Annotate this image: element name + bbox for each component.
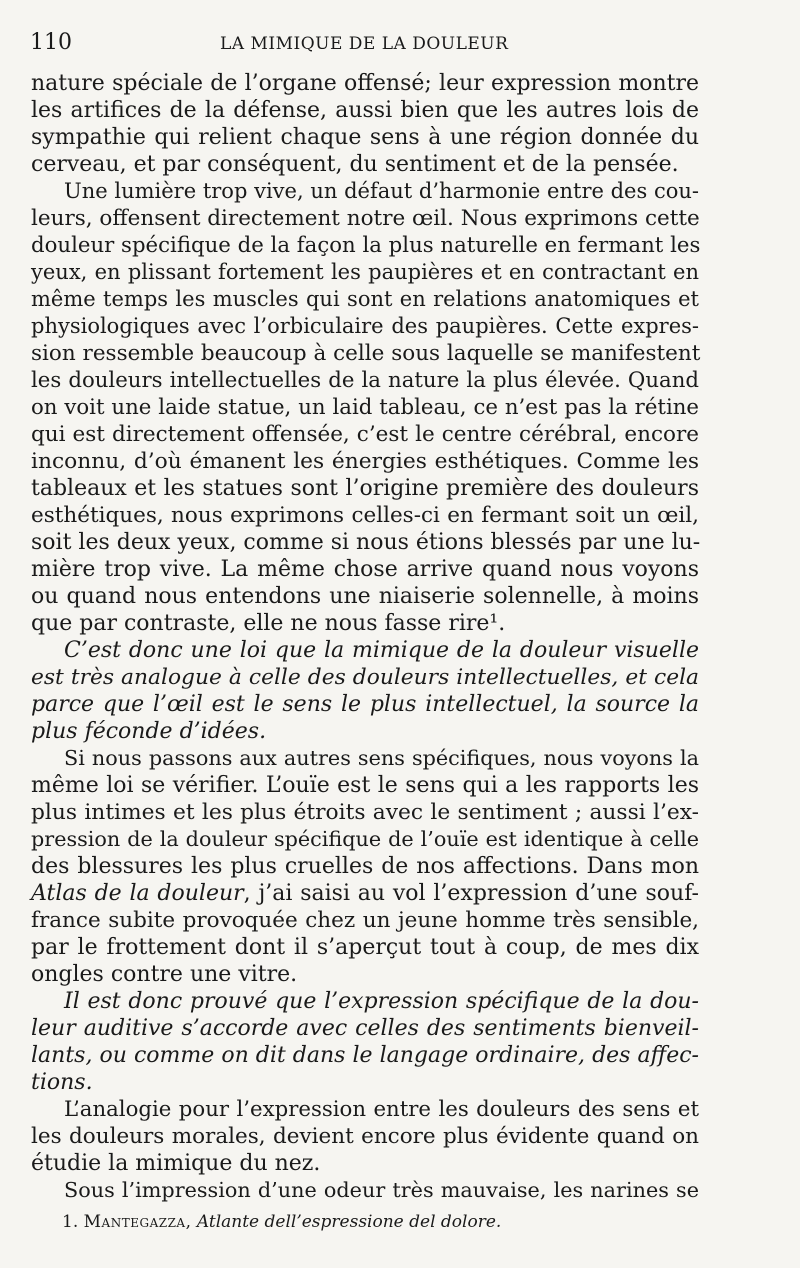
text-line: lants, ou comme on dit dans le langage ordinaire, des affec- [31,1043,699,1068]
text-line: plus intimes et les plus étroits avec le sentiment ; aussi l’ex- [31,800,699,825]
text-line: ou quand nous entendons une niaiserie solennelle, à moins [31,584,699,609]
text-line: que par contraste, elle ne nous fasse rire¹. [31,611,506,636]
body-text [31,70,699,1204]
text-line: C’est donc une loi que la mimique de la douleur visuelle [64,638,699,663]
text-line: des blessures les plus cruelles de nos affections. Dans mon [31,854,699,879]
text-line: même loi se vérifier. L’ouïe est le sens qui a les rapports les [31,773,699,798]
text-line: qui est directement offensée, c’est le centre cérébral, encore [31,422,699,447]
text-line: mière trop vive. La même chose arrive quand nous voyons [31,557,699,582]
text-line: parce que l’œil est le sens le plus intellectuel, la source la [31,692,699,717]
text-line: Atlas de la douleur, j’ai saisi au vol l’expression d’une souf- [31,881,699,906]
text-line: sion ressemble beaucoup à celle sous laquelle se manifestent [31,341,701,366]
text-line: ongles contre une vitre. [31,962,298,987]
text-line: yeux, en plissant fortement les paupières et en contractant en [31,260,699,284]
text-line: leur auditive s’accorde avec celles des sentiments bienveil- [31,1016,699,1041]
text-line: leurs, offensent directement notre œil. Nous exprimons cette [31,206,700,231]
footnote-rule [31,1198,171,1199]
text-line: nature spéciale de l’organe offensé; leur expression montre [31,71,699,96]
text-line: tions. [31,1070,93,1095]
text-line: cerveau, et par conséquent, du sentiment et de la pensée. [31,152,679,177]
text-line: Sous l’impression d’une odeur très mauvaise, les narines se [64,1178,699,1202]
text-line: tableaux et les statues sont l’origine première des douleurs [31,476,699,501]
page-header [30,30,700,60]
footnote-number: 1. [62,1212,79,1232]
text-line: on voit une laide statue, un laid tableau, ce n’est pas la rétine [31,395,699,420]
text-line: Une lumière trop vive, un défaut d’harmonie entre des cou- [64,179,699,203]
text-line: esthétiques, nous exprimons celles-ci en fermant soit un œil, [31,503,699,528]
text-line: les douleurs intellectuelles de la nature la plus élevée. Quand [31,368,699,393]
text-line: inconnu, d’où émanent les énergies esthétiques. Comme les [31,449,699,474]
text-line: plus féconde d’idées. [31,719,267,744]
text-line: soit les deux yeux, comme si nous étions blessés par une lu- [31,530,701,555]
text-line: L’analogie pour l’expression entre les douleurs des sens et [64,1097,699,1122]
text-line: les artifices de la défense, aussi bien que les autres lois de [31,98,699,123]
footnote-work: Atlante dell’espressione del dolore. [196,1212,502,1232]
footnote [62,1212,501,1232]
footnote-author: Mantegazza, [83,1212,192,1232]
text-line: même temps les muscles qui sont en relations anatomiques et [31,287,699,311]
text-line: douleur spécifique de la façon la plus naturelle en fermant les [31,233,701,258]
text-line: est très analogue à celle des douleurs intellectuelles, et cela [31,665,699,690]
running-title: LA MIMIQUE DE LA DOULEUR [220,34,509,54]
text-line: pression de la douleur spécifique de l’ouïe est identique à celle [31,827,699,851]
book-title: Atlas de la douleur [31,881,244,906]
text-line: sympathie qui relient chaque sens à une région donnée du [31,125,699,150]
text-line: Si nous passons aux autres sens spécifiques, nous voyons la [64,746,699,770]
text-line: les douleurs morales, devient encore plus évidente quand on [31,1124,699,1149]
text-line: par le frottement dont il s’aperçut tout à coup, de mes dix [31,935,699,960]
page-number: 110 [30,30,72,55]
text-line: étudie la mimique du nez. [31,1151,321,1176]
text-line: france subite provoquée chez un jeune homme très sensible, [31,908,699,933]
text-line: physiologiques avec l’orbiculaire des paupières. Cette expres- [31,314,699,338]
text-line: Il est donc prouvé que l’expression spécifique de la dou- [64,989,699,1014]
